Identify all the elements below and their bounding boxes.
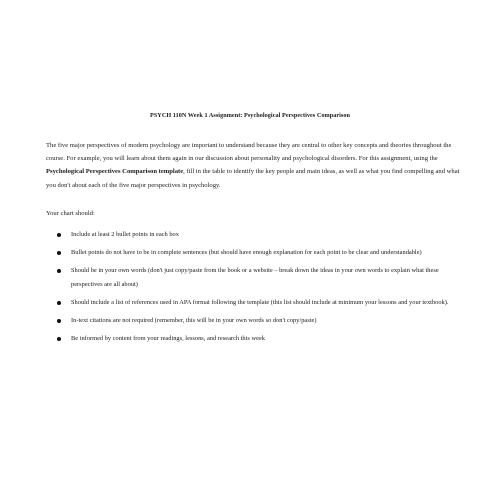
bullet-icon (57, 251, 61, 255)
list-item (57, 314, 465, 327)
bullet-icon (57, 269, 61, 273)
bullet-icon (57, 319, 61, 323)
list-item-text: Include at least 2 bullet points in each box (71, 231, 179, 238)
bullet-icon (57, 337, 61, 341)
template-name-bold: Psychological Perspectives Comparison template (46, 168, 184, 176)
list-item (57, 246, 465, 259)
intro-paragraph (46, 139, 462, 192)
document-title: PSYCH 110N Week 1 Assignment: Psychological Perspectives Comparison (149, 112, 351, 119)
bullet-icon (57, 301, 61, 305)
paragraph-text-2: , fill in the table to identify the key people and main ideas, as well as what you find compelling and what you don't about each of the five major perspectives in psychology. (46, 168, 460, 189)
list-item (57, 332, 465, 345)
list-item-text: Be informed by content from your readings, lessons, and research this week (71, 335, 265, 343)
bullet-icon (57, 233, 61, 237)
list-item-text: Should be in your own words (don't just copy/paste from the book or a website – break down the ideas in your own words to explain what these perspectives are all about) (71, 267, 439, 288)
list-item (57, 264, 465, 290)
list-item-text: Should include a list of references used in APA format following the template (this list should include at minimum your lessons and your textbook). (71, 298, 449, 306)
requirements-list (57, 228, 465, 350)
list-item (57, 228, 465, 241)
list-item (57, 296, 465, 309)
list-item-text: Bullet points do not have to be in complete sentences (but should have enough explanation for each point to be clear and understandable) (71, 249, 422, 257)
paragraph-text-1: The five major perspectives of modern psychology are important to understand because they are central to other key concepts and theories throughout the course. For example, you will learn about them again in our discussion about personality and psychological disorders. For this assignment, using the (46, 142, 452, 163)
list-item-text: In-text citations are not required (remember, this will be in your own words so don't copy/paste) (71, 317, 317, 325)
chart-intro: Your chart should: (46, 210, 95, 217)
